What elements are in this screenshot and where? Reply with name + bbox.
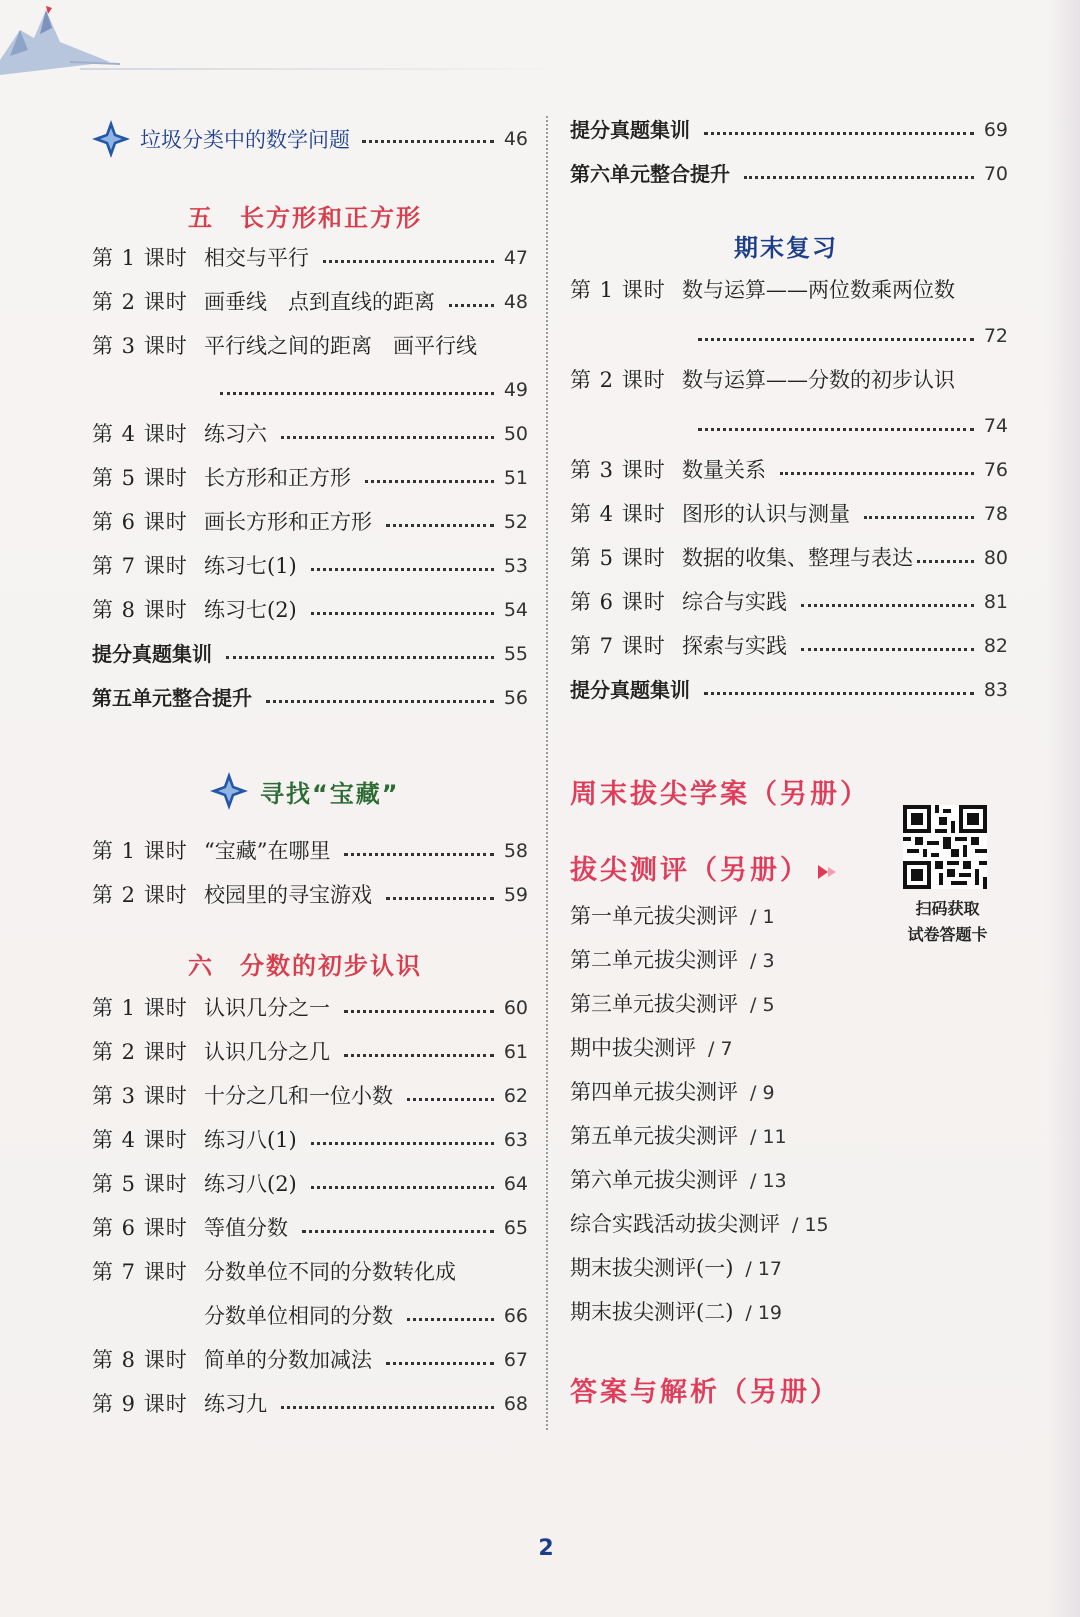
page-no: / 13: [750, 1170, 787, 1192]
unit5-heading: 五 长方形和正方形: [188, 204, 422, 232]
page-no: 55: [503, 643, 528, 665]
page-no: 59: [503, 884, 528, 906]
entry-title: 平行线之间的距离 画平行线: [204, 334, 477, 358]
lesson-no: 第 6 课时: [92, 1216, 188, 1240]
page-no: 82: [983, 635, 1008, 657]
page-no: 80: [983, 547, 1008, 569]
entry-title: 分数单位不同的分数转化成: [204, 1260, 456, 1284]
page-no: 83: [983, 679, 1008, 701]
lesson-no: 第 7 课时: [570, 634, 666, 658]
entry-title: 第一单元拔尖测评: [570, 904, 738, 928]
leader-dots: [801, 602, 974, 607]
entry-title: 综合实践活动拔尖测评: [570, 1212, 780, 1236]
lesson-no: 第 2 课时: [92, 290, 188, 314]
toc-entry[interactable]: [92, 680, 528, 716]
entry-title: 认识几分之一: [204, 996, 330, 1020]
header-decoration-line: [80, 68, 580, 70]
toc-entry[interactable]: [570, 496, 1008, 532]
toc-entry[interactable]: [92, 1122, 528, 1158]
entry-title: 长方形和正方形: [204, 466, 351, 490]
entry-title: 练习九: [204, 1392, 267, 1416]
entry-title: 画垂线 点到直线的距离: [204, 290, 435, 314]
qr-caption-line-1: 扫码获取: [915, 899, 980, 918]
leader-dots: [344, 851, 493, 856]
page-no: 74: [983, 415, 1008, 437]
toc-entry[interactable]: [570, 672, 1008, 708]
page-no: 68: [503, 1393, 528, 1415]
toc-entry[interactable]: [92, 636, 528, 672]
leader-dots: [917, 558, 974, 563]
toc-entry[interactable]: [92, 1254, 528, 1290]
leader-dots: [311, 1184, 494, 1189]
assess-entry[interactable]: [570, 1118, 787, 1154]
toc-entry[interactable]: [92, 592, 528, 628]
page-no: 67: [503, 1349, 528, 1371]
lesson-no: 第 4 课时: [570, 502, 666, 526]
entry-title: 校园里的寻宝游戏: [204, 883, 372, 907]
lesson-no: 第 2 课时: [570, 368, 666, 392]
leader-dots: [362, 140, 494, 143]
leader-dots: [704, 690, 974, 695]
toc-entry[interactable]: [570, 272, 1008, 308]
page-no: / 1: [750, 906, 775, 928]
entry-title: 数量关系: [682, 458, 766, 482]
assess-entry[interactable]: [570, 898, 775, 934]
entry-title: 提分真题集训: [92, 642, 212, 666]
toc-entry-continuation[interactable]: [220, 372, 528, 408]
lesson-no: 第 3 课时: [92, 1084, 188, 1108]
answers-heading[interactable]: 答案与解析（另册）: [570, 1377, 840, 1408]
toc-entry[interactable]: [92, 240, 528, 276]
unit6-heading: 六 分数的初步认识: [188, 952, 422, 980]
leader-dots: [281, 434, 494, 439]
page-no: 69: [983, 119, 1008, 141]
entry-title: “宝藏”在哪里: [204, 839, 331, 863]
leader-dots: [864, 514, 974, 519]
assess-entry[interactable]: [570, 1294, 782, 1330]
toc-entry[interactable]: [570, 584, 1008, 620]
compass-star-icon: [92, 120, 130, 158]
special-2-heading-row: [210, 772, 400, 810]
page-no: / 7: [708, 1038, 733, 1060]
leader-dots: [386, 1360, 494, 1365]
page-no: 50: [503, 423, 528, 445]
special-2-heading: 寻找“宝藏”: [260, 779, 400, 808]
entry-title: 图形的认识与测量: [682, 502, 850, 526]
toc-entry[interactable]: [92, 504, 528, 540]
toc-entry-continuation[interactable]: [698, 318, 1008, 354]
leader-dots: [311, 566, 494, 571]
page-no: 52: [503, 511, 528, 533]
entry-title: 第六单元整合提升: [570, 162, 730, 186]
entry-title: 第三单元拔尖测评: [570, 992, 738, 1016]
page-no: 48: [503, 291, 528, 313]
toc-entry[interactable]: [92, 1210, 528, 1246]
entry-title: 数与运算——分数的初步认识: [682, 368, 955, 392]
lesson-no: 第 1 课时: [570, 278, 666, 302]
leader-dots: [449, 302, 494, 307]
toc-entry[interactable]: [570, 628, 1008, 664]
toc-entry[interactable]: [92, 548, 528, 584]
column-divider: [546, 116, 548, 1430]
page-no: / 5: [750, 994, 775, 1016]
lesson-no: 第 1 课时: [92, 839, 188, 863]
leader-dots: [323, 258, 494, 263]
entry-title: 第五单元整合提升: [92, 686, 252, 710]
toc-entry[interactable]: [92, 284, 528, 320]
leader-dots: [407, 1096, 494, 1101]
lesson-no: 第 3 课时: [92, 334, 188, 358]
lesson-no: 第 4 课时: [92, 422, 188, 446]
page-no: 64: [503, 1173, 528, 1195]
play-arrows-icon: [816, 862, 842, 882]
assess-entry[interactable]: [570, 1250, 782, 1286]
entry-title: 简单的分数加减法: [204, 1348, 372, 1372]
page-no: / 3: [750, 950, 775, 972]
page-no: 72: [983, 325, 1008, 347]
leader-dots: [344, 1008, 494, 1013]
entry-title: 期末拔尖测评(一): [570, 1256, 734, 1280]
page-edge: [1046, 0, 1080, 1617]
assess-entry[interactable]: [570, 1030, 733, 1066]
entry-title: 练习七(2): [204, 598, 297, 622]
leader-dots: [266, 698, 494, 703]
lesson-no: 第 8 课时: [92, 1348, 188, 1372]
entry-title: 第六单元拔尖测评: [570, 1168, 738, 1192]
page-no: 70: [983, 163, 1008, 185]
entry-title: 综合与实践: [682, 590, 787, 614]
leader-dots: [698, 426, 974, 431]
leader-dots: [386, 895, 494, 900]
assess-entry[interactable]: [570, 1074, 775, 1110]
lesson-no: 第 8 课时: [92, 598, 188, 622]
toc-entry[interactable]: [92, 416, 528, 452]
page-no: 46: [503, 128, 528, 150]
toc-entry[interactable]: [92, 1078, 528, 1114]
entry-title: 画长方形和正方形: [204, 510, 372, 534]
leader-dots: [226, 654, 494, 659]
toc-entry[interactable]: [92, 328, 528, 364]
leader-dots: [386, 522, 494, 527]
entry-title: 等值分数: [204, 1216, 288, 1240]
page-no: 56: [503, 687, 528, 709]
toc-entry[interactable]: [92, 877, 528, 913]
lesson-no: 第 5 课时: [570, 546, 666, 570]
toc-entry[interactable]: [570, 362, 1008, 398]
page-no: / 9: [750, 1082, 775, 1104]
page-no: 66: [503, 1305, 528, 1327]
page-number: 2: [538, 1536, 554, 1561]
lesson-no: 第 9 课时: [92, 1392, 188, 1416]
page-no: 58: [503, 840, 528, 862]
toc-entry[interactable]: [92, 833, 528, 869]
toc-entry[interactable]: [570, 156, 1008, 192]
lesson-no: 第 2 课时: [92, 883, 188, 907]
assess-entry[interactable]: [570, 1162, 787, 1198]
lesson-no: 第 2 课时: [92, 1040, 188, 1064]
leader-dots: [281, 1404, 494, 1409]
page-no: / 19: [745, 1302, 783, 1324]
leader-dots: [302, 1228, 494, 1233]
lesson-no: 第 3 课时: [570, 458, 666, 482]
entry-title: 分数单位相同的分数: [204, 1304, 393, 1328]
assess-entry[interactable]: [570, 986, 775, 1022]
page-no: 63: [503, 1129, 528, 1151]
lesson-no: 第 4 课时: [92, 1128, 188, 1152]
toc-entry[interactable]: [92, 1034, 528, 1070]
leader-dots: [801, 646, 974, 651]
leader-dots: [311, 610, 494, 615]
toc-entry-continuation[interactable]: [204, 1298, 528, 1334]
assess-heading-row[interactable]: [570, 848, 842, 887]
toc-entry-continuation[interactable]: [698, 408, 1008, 444]
entry-title: 数据的收集、整理与表达: [682, 546, 913, 570]
mountain-decoration-icon: [0, 0, 140, 90]
entry-title: 第五单元拔尖测评: [570, 1124, 738, 1148]
lesson-no: 第 7 课时: [92, 554, 188, 578]
toc-entry[interactable]: [92, 990, 528, 1026]
lesson-no: 第 6 课时: [92, 510, 188, 534]
entry-title: 练习八(2): [204, 1172, 297, 1196]
entry-title: 第二单元拔尖测评: [570, 948, 738, 972]
entry-title: 探索与实践: [682, 634, 787, 658]
entry-title: 期中拔尖测评: [570, 1036, 696, 1060]
entry-title: 十分之几和一位小数: [204, 1084, 393, 1108]
page-no: 54: [503, 599, 528, 621]
entry-title: 期末拔尖测评(二): [570, 1300, 734, 1324]
page-no: 65: [503, 1217, 528, 1239]
lesson-no: 第 5 课时: [92, 1172, 188, 1196]
weekend-heading[interactable]: 周末拔尖学案（另册）: [570, 779, 870, 810]
entry-title: 练习七(1): [204, 554, 297, 578]
page-no: 60: [503, 997, 528, 1019]
page-no: 62: [503, 1085, 528, 1107]
entry-title: 提分真题集训: [570, 118, 690, 142]
leader-dots: [344, 1052, 494, 1057]
leader-dots: [365, 478, 494, 483]
lesson-no: 第 7 课时: [92, 1260, 188, 1284]
leader-dots: [311, 1140, 494, 1145]
toc-entry[interactable]: [570, 452, 1008, 488]
page-no: / 15: [792, 1214, 829, 1236]
compass-star-icon: [210, 772, 248, 810]
qr-code-icon[interactable]: [903, 805, 987, 889]
toc-entry[interactable]: [92, 1342, 528, 1378]
review-heading: 期末复习: [734, 234, 838, 262]
entry-title: 垃圾分类中的数学问题: [140, 128, 350, 152]
lesson-no: 第 1 课时: [92, 996, 188, 1020]
leader-dots: [220, 390, 494, 395]
lesson-no: 第 6 课时: [570, 590, 666, 614]
entry-title: 提分真题集训: [570, 678, 690, 702]
leader-dots: [407, 1316, 494, 1321]
leader-dots: [704, 130, 974, 135]
toc-entry[interactable]: [92, 1166, 528, 1202]
page-no: 51: [503, 467, 528, 489]
assess-heading: 拔尖测评（另册）: [570, 855, 810, 886]
entry-title: 第四单元拔尖测评: [570, 1080, 738, 1104]
entry-title: 认识几分之几: [204, 1040, 330, 1064]
leader-dots: [744, 174, 974, 179]
page-no: 49: [503, 379, 528, 401]
assess-entry[interactable]: [570, 1206, 829, 1242]
leader-dots: [780, 470, 974, 475]
lesson-no: 第 1 课时: [92, 246, 188, 270]
toc-entry[interactable]: [570, 112, 1008, 148]
page-no: 47: [503, 247, 528, 269]
entry-title: 数与运算——两位数乘两位数: [682, 278, 955, 302]
page-no: 81: [983, 591, 1008, 613]
page-no: 53: [503, 555, 528, 577]
entry-title: 练习六: [204, 422, 267, 446]
page-no: / 11: [750, 1126, 787, 1148]
assess-entry[interactable]: [570, 942, 775, 978]
qr-caption-line-2: 试卷答题卡: [907, 925, 988, 944]
toc-entry[interactable]: [92, 460, 528, 496]
toc-entry-special-1[interactable]: [92, 120, 528, 158]
page-no: 61: [503, 1041, 528, 1063]
toc-entry[interactable]: [570, 540, 1008, 576]
lesson-no: 第 5 课时: [92, 466, 188, 490]
entry-title: 相交与平行: [204, 246, 309, 270]
page-no: 76: [983, 459, 1008, 481]
entry-title: 练习八(1): [204, 1128, 297, 1152]
page-no: / 17: [745, 1258, 783, 1280]
toc-entry[interactable]: [92, 1386, 528, 1422]
page-no: 78: [983, 503, 1008, 525]
leader-dots: [698, 336, 974, 341]
